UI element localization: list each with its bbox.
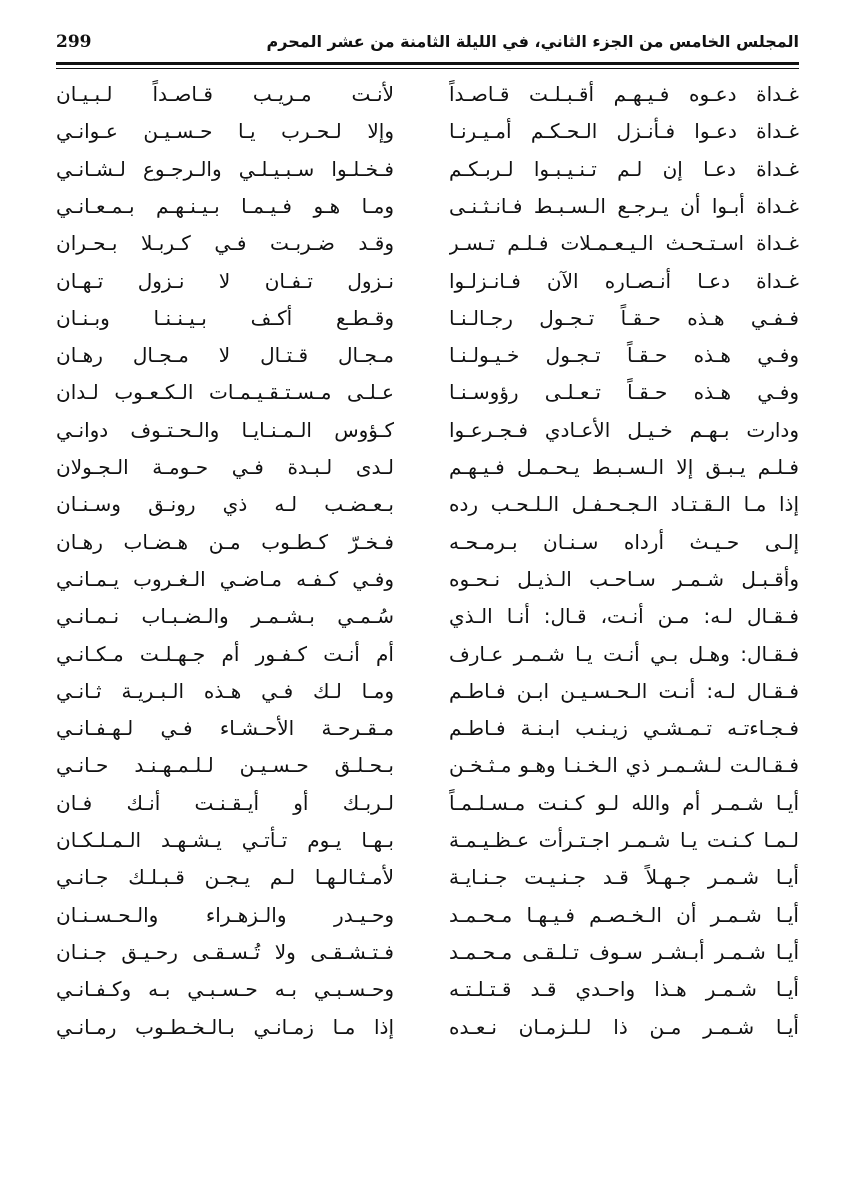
verse-first-hemistich: فـقـال لـه: مـن أنـت، قـال: أنـا الـذي: [449, 604, 799, 629]
verse-line: [56, 747, 799, 784]
verse-second-hemistich: سُـمـي بـشـمـر والـضـبـاب نـمـانـي: [56, 604, 394, 629]
poem-body: [56, 76, 799, 1139]
verse-line: [56, 374, 799, 411]
verse-second-hemistich: وفـي كـفـه مـاضـي الـغـروب يـمـانـي: [56, 566, 394, 591]
verse-first-hemistich: فـلـم يـبـق إلا الـسـبـط يـحـمـل فـيـهـم: [449, 455, 799, 479]
verse-second-hemistich: مـجـال قـتـال لا مـجـال رهـان: [56, 343, 394, 368]
verse-second-hemistich: لأمـثـالـهـا لـم يـجـن قـبـلـك جـانـي: [56, 865, 394, 890]
verse-line: [56, 822, 799, 859]
verse-second-hemistich: لـدى لـبـدة فـي حـومـة الـجـولان: [56, 455, 394, 479]
header-title: المجلس الخامس من الجزء الثاني، في الليلة الثامنة من عشر المحرم: [266, 32, 799, 51]
verse-first-hemistich: فـقـال لـه: أنـت الـحـسـيـن ابـن فـاطـم: [449, 678, 799, 703]
verse-first-hemistich: أيـا شـمـر مـن ذا لـلـزمـان نـعـده: [449, 1014, 799, 1039]
header-rule-thick: [56, 62, 799, 65]
verse-first-hemistich: وفـي هـذه حـقـاً تـجـول خـيـولـنـا: [449, 343, 799, 368]
verse-first-hemistich: أيـا شـمـر أم والله لـو كـنـت مـسـلـمـاً: [449, 790, 799, 815]
verse-first-hemistich: أيـا شـمـر أبـشـر سـوف تـلـقـى مـحـمـد: [449, 939, 799, 964]
verse-second-hemistich: مـقـرحـة الأحـشـاء فـي لـهـفـانـي: [56, 716, 394, 741]
verse-second-hemistich: بـحـلـق حـسـيـن لـلـمـهـنـد حـانـي: [56, 753, 394, 778]
verse-line: [56, 300, 799, 337]
verse-second-hemistich: وقـطـع أكـف بـيـنـنـا وبـنـان: [56, 305, 394, 330]
verse-line: [56, 449, 799, 486]
verse-first-hemistich: غـداة أبـوا أن يـرجـع الـسـبـط فـانـثـنـى: [449, 193, 799, 218]
verse-line: [56, 934, 799, 971]
verse-line: [56, 225, 799, 262]
verse-line: [56, 151, 799, 188]
verse-first-hemistich: غـداة دعـوا فـأنـزل الـحـكـم أمـيـرنـا: [449, 119, 799, 144]
verse-second-hemistich: عـلـى مـسـتـقـيـمـات الـكـعـوب لـدان: [56, 380, 394, 405]
verse-line: [56, 76, 799, 113]
verse-first-hemistich: غـداة دعـا إن لـم تـنـيـبـوا لـربـكـم: [449, 156, 799, 181]
verse-first-hemistich: فـقـال: وهـل بـي أنـت يـا شـمـر عـارف: [449, 641, 799, 666]
verse-second-hemistich: فـخـرّ كـطـوب مـن هـضـاب رهـان: [56, 529, 394, 554]
verse-line: [56, 636, 799, 673]
verse-first-hemistich: لـمـا كـنـت يـا شـمـر اجـتـرأت عـظـيـمـة: [449, 828, 799, 852]
verse-line: [56, 337, 799, 374]
verse-first-hemistich: غـداة اسـتـحـث الـيـعـمـلات فـلـم تـسـر: [449, 231, 799, 256]
verse-second-hemistich: لأنـت مـريـب قـاصـداً لـبـيـان: [56, 82, 394, 106]
verse-second-hemistich: ومـا هـو فـيـمـا بـيـنـهـم بـمـعـانـي: [56, 193, 394, 218]
verse-second-hemistich: وقـد ضـربـت فـي كـربـلا بـحـران: [56, 231, 394, 256]
verse-line: [56, 598, 799, 635]
verse-second-hemistich: ومـا لـك فـي هـذه الـبـريـة ثـانـي: [56, 678, 394, 703]
verse-second-hemistich: لـربـك أو أيـقـنـت أنـك فـان: [56, 790, 394, 815]
verse-second-hemistich: بـهـا يـوم تـأتـي يـشـهـد الـمـلـكـان: [56, 828, 394, 852]
verse-first-hemistich: أيـا شـمـر أن الـخـصـم فـيـهـا مـحـمـد: [449, 902, 799, 927]
verse-line: [56, 113, 799, 150]
verse-line: [56, 188, 799, 225]
verse-second-hemistich: وإلا لـحـرب يـا حـسـيـن عـوانـي: [56, 119, 394, 144]
page-number: 299: [56, 32, 92, 52]
verse-first-hemistich: فـفـي هـذه حـقـاً تـجـول رجـالـنـا: [449, 305, 799, 330]
verse-first-hemistich: وفـي هـذه حـقـاً تـعـلـى رؤوسـنـا: [449, 380, 799, 405]
verse-line: [56, 1009, 799, 1046]
verse-line: [56, 710, 799, 747]
verse-first-hemistich: إلـى حـيـث أرداه سـنـان بـرمـحـه: [449, 529, 799, 554]
verse-second-hemistich: وحـسـبـي بـه حـسـبـي بـه وكـفـانـي: [56, 977, 394, 1002]
verse-first-hemistich: وأقـبـل شـمـر سـاحـب الـذيـل نـحـوه: [449, 566, 799, 591]
verse-second-hemistich: وحـيـدر والـزهـراء والـحـسـنـان: [56, 902, 394, 927]
verse-first-hemistich: فـقـالـت لـشـمـر ذي الـخـنـا وهـو مـثـخـن: [449, 753, 799, 778]
verse-first-hemistich: أيـا شـمـر هـذا واحـدي قـد قـتـلـتـه: [449, 977, 799, 1002]
verse-first-hemistich: غـداة دعـوه فـيـهـم أقـبـلـت قـاصـداً: [449, 82, 799, 106]
verse-line: [56, 412, 799, 449]
verse-second-hemistich: إذا مـا زمـانـي بـالـخـطـوب رمـانـي: [56, 1014, 394, 1039]
verse-first-hemistich: إذا مـا الـقـتـاد الـجـحـفـل الـلـحـب رده: [449, 492, 799, 517]
verse-line: [56, 785, 799, 822]
running-header: [56, 30, 799, 60]
verse-first-hemistich: ودارت بـهـم خـيـل الأعـادي فـجـرعـوا: [449, 417, 799, 442]
verse-second-hemistich: فـتـشـقـى ولا تُـسـقـى رحـيـق جـنـان: [56, 939, 394, 964]
verse-second-hemistich: كـؤوس الـمـنـايـا والـحـتـوف دوانـي: [56, 417, 394, 442]
verse-second-hemistich: بـعـضـب لـه ذي رونـق وسـنـان: [56, 492, 394, 517]
verse-line: [56, 897, 799, 934]
verse-line: [56, 673, 799, 710]
verse-second-hemistich: أم أنـت كـفـور أم جـهـلـت مـكـانـي: [56, 641, 394, 666]
header-rule-thin: [56, 68, 799, 69]
verse-line: [56, 486, 799, 523]
verse-line: [56, 971, 799, 1008]
verse-line: [56, 859, 799, 896]
verse-second-hemistich: فـخـلـوا سـبـيـلـي والـرجـوع لـشـانـي: [56, 156, 394, 181]
verse-first-hemistich: غـداة دعـا أنـصـاره الآن فـانـزلـوا: [449, 268, 799, 293]
verse-first-hemistich: أيـا شـمـر جـهـلاً قـد جـنـيـت جـنـايـة: [449, 865, 799, 890]
verse-line: [56, 561, 799, 598]
verse-line: [56, 524, 799, 561]
verse-line: [56, 263, 799, 300]
verse-first-hemistich: فـجـاءتـه تـمـشـي زيـنـب ابـنـة فـاطـم: [449, 716, 799, 741]
verse-second-hemistich: نـزول تـفـان لا نـزول تـهـان: [56, 268, 394, 293]
